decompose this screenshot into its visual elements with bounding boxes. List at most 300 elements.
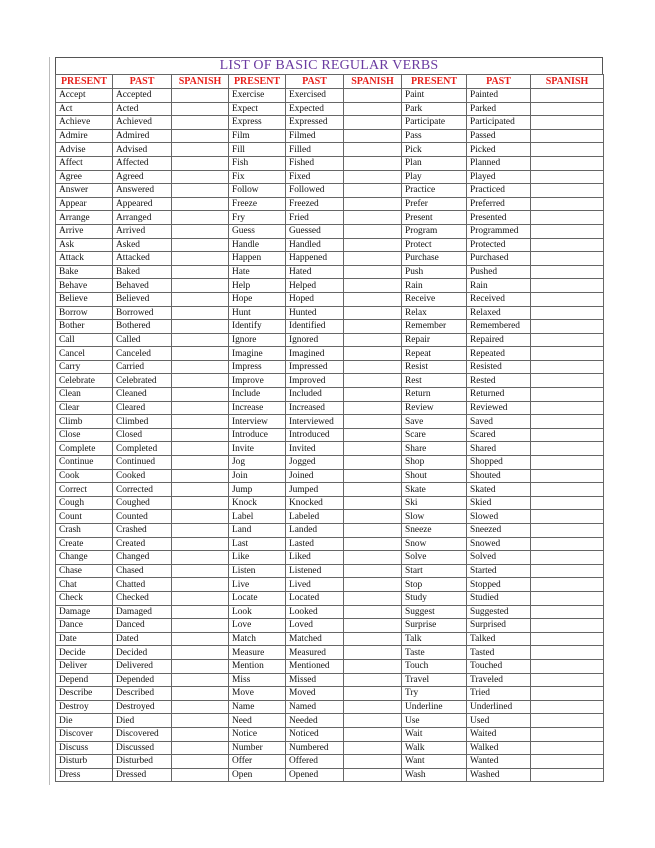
spanish-cell[interactable] [172,469,229,483]
spanish-cell[interactable] [344,156,402,170]
verb-past-cell: Filled [286,143,344,157]
spanish-cell[interactable] [344,428,402,442]
spanish-cell[interactable] [344,483,402,497]
spanish-cell[interactable] [531,496,604,510]
spanish-cell[interactable] [531,591,604,605]
spanish-cell[interactable] [172,551,229,565]
table-row [56,741,604,755]
verb-past-cell: Stopped [467,578,531,592]
spanish-cell[interactable] [172,184,229,198]
verb-past-cell: Waited [467,727,531,741]
spanish-cell[interactable] [344,170,402,184]
verb-present-cell: Describe [56,687,113,701]
verb-present-cell: Wait [402,727,467,741]
spanish-cell[interactable] [172,591,229,605]
spanish-cell[interactable] [531,510,604,524]
spanish-cell[interactable] [172,306,229,320]
verb-past-cell: Offered [286,755,344,769]
spanish-cell[interactable] [172,442,229,456]
verb-present-cell: Open [229,768,286,782]
verb-past-cell: Appeared [113,197,172,211]
spanish-cell[interactable] [344,388,402,402]
verb-past-cell: Liked [286,551,344,565]
spanish-cell[interactable] [531,333,604,347]
verb-present-cell: Identify [229,320,286,334]
verb-past-cell: Ignored [286,333,344,347]
verb-present-cell: Paint [402,89,467,103]
spanish-cell[interactable] [531,143,604,157]
verb-past-cell: Dated [113,632,172,646]
verb-present-cell: Improve [229,374,286,388]
spanish-cell[interactable] [172,347,229,361]
spanish-cell[interactable] [531,415,604,429]
verb-present-cell: Suggest [402,605,467,619]
spanish-cell[interactable] [172,143,229,157]
verb-present-cell: Discover [56,727,113,741]
verb-present-cell: Live [229,578,286,592]
verb-present-cell: Expect [229,102,286,116]
table-row [56,687,604,701]
spanish-cell[interactable] [344,401,402,415]
verb-past-cell: Jogged [286,456,344,470]
verb-present-cell: Rest [402,374,467,388]
spanish-cell[interactable] [344,279,402,293]
spanish-cell[interactable] [344,524,402,538]
spanish-cell[interactable] [172,687,229,701]
spanish-cell[interactable] [172,714,229,728]
verb-present-cell: Disturb [56,755,113,769]
verb-past-cell: Relaxed [467,306,531,320]
verb-past-cell: Cooked [113,469,172,483]
verb-past-cell: Listened [286,564,344,578]
header-spanish-3: SPANISH [531,75,604,89]
spanish-cell[interactable] [344,632,402,646]
verb-past-cell: Believed [113,292,172,306]
verb-present-cell: Pass [402,129,467,143]
verb-present-cell: Call [56,333,113,347]
spanish-cell[interactable] [531,469,604,483]
verb-past-cell: Rain [467,279,531,293]
verb-present-cell: Hope [229,292,286,306]
spanish-cell[interactable] [344,768,402,782]
table-row [56,564,604,578]
spanish-cell[interactable] [344,537,402,551]
verb-present-cell: Protect [402,238,467,252]
spanish-cell[interactable] [531,170,604,184]
verb-past-cell: Walked [467,741,531,755]
spanish-cell[interactable] [172,374,229,388]
spanish-cell[interactable] [531,632,604,646]
verb-present-cell: Include [229,388,286,402]
spanish-cell[interactable] [172,292,229,306]
spanish-cell[interactable] [172,156,229,170]
spanish-cell[interactable] [172,252,229,266]
spanish-cell[interactable] [531,401,604,415]
spanish-cell[interactable] [344,564,402,578]
spanish-cell[interactable] [172,578,229,592]
spanish-cell[interactable] [344,646,402,660]
spanish-cell[interactable] [172,605,229,619]
verb-past-cell: Moved [286,687,344,701]
spanish-cell[interactable] [344,265,402,279]
spanish-cell[interactable] [172,659,229,673]
spanish-cell[interactable] [172,224,229,238]
table-row [56,279,604,293]
verb-present-cell: Change [56,551,113,565]
verb-present-cell: Hunt [229,306,286,320]
verb-present-cell: Create [56,537,113,551]
table-row [56,265,604,279]
spanish-cell[interactable] [172,755,229,769]
verb-present-cell: Miss [229,673,286,687]
table-row [56,442,604,456]
spanish-cell[interactable] [344,252,402,266]
header-present-1: PRESENT [56,75,113,89]
spanish-cell[interactable] [531,320,604,334]
verb-present-cell: Continue [56,456,113,470]
spanish-cell[interactable] [531,89,604,103]
verb-present-cell: Travel [402,673,467,687]
spanish-cell[interactable] [344,184,402,198]
verb-present-cell: Behave [56,279,113,293]
spanish-cell[interactable] [344,89,402,103]
spanish-cell[interactable] [344,333,402,347]
spanish-cell[interactable] [531,768,604,782]
verb-past-cell: Celebrated [113,374,172,388]
spanish-cell[interactable] [531,442,604,456]
spanish-cell[interactable] [172,727,229,741]
verb-present-cell: Look [229,605,286,619]
table-row [56,401,604,415]
verb-present-cell: Deliver [56,659,113,673]
verb-present-cell: Repeat [402,347,467,361]
verb-present-cell: Guess [229,224,286,238]
spanish-cell[interactable] [172,89,229,103]
spanish-cell[interactable] [344,442,402,456]
verb-past-cell: Preferred [467,197,531,211]
spanish-cell[interactable] [531,578,604,592]
verb-past-cell: Hated [286,265,344,279]
spanish-cell[interactable] [531,537,604,551]
verb-past-cell: Destroyed [113,700,172,714]
table-row [56,388,604,402]
verb-past-cell: Wanted [467,755,531,769]
verb-present-cell: Fill [229,143,286,157]
header-past-3: PAST [467,75,531,89]
spanish-cell[interactable] [344,578,402,592]
table-row [56,211,604,225]
spanish-cell[interactable] [531,687,604,701]
verb-present-cell: Borrow [56,306,113,320]
spanish-cell[interactable] [344,673,402,687]
spanish-cell[interactable] [344,360,402,374]
spanish-cell[interactable] [172,170,229,184]
spanish-cell[interactable] [531,673,604,687]
spanish-cell[interactable] [344,755,402,769]
verb-past-cell: Skated [467,483,531,497]
verb-past-cell: Followed [286,184,344,198]
verb-present-cell: Shop [402,456,467,470]
spanish-cell[interactable] [344,347,402,361]
verb-past-cell: Danced [113,619,172,633]
verb-past-cell: Exercised [286,89,344,103]
spanish-cell[interactable] [531,564,604,578]
spanish-cell[interactable] [172,415,229,429]
verb-present-cell: Touch [402,659,467,673]
table-row [56,510,604,524]
verb-present-cell: Save [402,415,467,429]
table-row [56,333,604,347]
spanish-cell[interactable] [531,156,604,170]
spanish-cell[interactable] [172,238,229,252]
spanish-cell[interactable] [531,755,604,769]
spanish-cell[interactable] [344,320,402,334]
table-row [56,768,604,782]
spanish-cell[interactable] [531,524,604,538]
verb-past-cell: Shopped [467,456,531,470]
verb-past-cell: Chatted [113,578,172,592]
verb-past-cell: Expressed [286,116,344,130]
spanish-cell[interactable] [172,211,229,225]
verb-past-cell: Scared [467,428,531,442]
spanish-cell[interactable] [172,768,229,782]
verb-present-cell: Last [229,537,286,551]
spanish-cell[interactable] [531,238,604,252]
spanish-cell[interactable] [531,428,604,442]
verb-present-cell: Arrive [56,224,113,238]
spanish-cell[interactable] [531,279,604,293]
spanish-cell[interactable] [344,238,402,252]
spanish-cell[interactable] [172,700,229,714]
verb-present-cell: Review [402,401,467,415]
verb-past-cell: Helped [286,279,344,293]
verb-present-cell: Prefer [402,197,467,211]
spanish-cell[interactable] [344,496,402,510]
verb-past-cell: Hoped [286,292,344,306]
table-row [56,537,604,551]
spanish-cell[interactable] [172,129,229,143]
spanish-cell[interactable] [172,619,229,633]
verb-present-cell: Affect [56,156,113,170]
spanish-cell[interactable] [344,143,402,157]
spanish-cell[interactable] [531,741,604,755]
spanish-cell[interactable] [531,292,604,306]
verb-past-cell: Achieved [113,116,172,130]
spanish-cell[interactable] [172,388,229,402]
spanish-cell[interactable] [531,605,604,619]
spanish-cell[interactable] [172,524,229,538]
verb-past-cell: Admired [113,129,172,143]
verb-past-cell: Died [113,714,172,728]
spanish-cell[interactable] [531,116,604,130]
spanish-cell[interactable] [531,646,604,660]
spanish-cell[interactable] [172,102,229,116]
verb-present-cell: Express [229,116,286,130]
verb-past-cell: Called [113,333,172,347]
spanish-cell[interactable] [531,659,604,673]
spanish-cell[interactable] [344,687,402,701]
spanish-cell[interactable] [344,197,402,211]
spanish-cell[interactable] [172,456,229,470]
verb-past-cell: Suggested [467,605,531,619]
verb-present-cell: Love [229,619,286,633]
spanish-cell[interactable] [344,116,402,130]
table-row [56,428,604,442]
spanish-cell[interactable] [172,632,229,646]
verb-past-cell: Played [467,170,531,184]
verb-present-cell: Taste [402,646,467,660]
verb-present-cell: Attack [56,252,113,266]
spanish-cell[interactable] [531,184,604,198]
spanish-cell[interactable] [531,483,604,497]
spanish-cell[interactable] [531,129,604,143]
spanish-cell[interactable] [531,700,604,714]
verb-past-cell: Traveled [467,673,531,687]
spanish-cell[interactable] [344,510,402,524]
verb-past-cell: Completed [113,442,172,456]
spanish-cell[interactable] [172,428,229,442]
spanish-cell[interactable] [531,265,604,279]
spanish-cell[interactable] [172,564,229,578]
spanish-cell[interactable] [172,279,229,293]
spanish-cell[interactable] [172,741,229,755]
spanish-cell[interactable] [531,360,604,374]
spanish-cell[interactable] [172,320,229,334]
verb-present-cell: Surprise [402,619,467,633]
spanish-cell[interactable] [172,646,229,660]
spanish-cell[interactable] [344,700,402,714]
spanish-cell[interactable] [172,483,229,497]
spanish-cell[interactable] [172,537,229,551]
spanish-cell[interactable] [172,673,229,687]
verb-present-cell: Believe [56,292,113,306]
verb-past-cell: Jumped [286,483,344,497]
verb-present-cell: Wash [402,768,467,782]
header-present-3: PRESENT [402,75,467,89]
spanish-cell[interactable] [172,510,229,524]
verb-past-cell: Solved [467,551,531,565]
verb-present-cell: Talk [402,632,467,646]
verb-past-cell: Bothered [113,320,172,334]
spanish-cell[interactable] [344,619,402,633]
spanish-cell[interactable] [531,551,604,565]
spanish-cell[interactable] [344,306,402,320]
spanish-cell[interactable] [172,360,229,374]
table-row [56,469,604,483]
spanish-cell[interactable] [344,469,402,483]
verb-present-cell: Ski [402,496,467,510]
spanish-cell[interactable] [172,333,229,347]
verb-past-cell: Filmed [286,129,344,143]
verb-present-cell: Depend [56,673,113,687]
spanish-cell[interactable] [172,496,229,510]
spanish-cell[interactable] [531,102,604,116]
table-row [56,116,604,130]
table-row [56,415,604,429]
verb-present-cell: Destroy [56,700,113,714]
spanish-cell[interactable] [344,714,402,728]
spanish-cell[interactable] [344,102,402,116]
verb-present-cell: Fry [229,211,286,225]
spanish-cell[interactable] [531,619,604,633]
verb-present-cell: Walk [402,741,467,755]
spanish-cell[interactable] [531,252,604,266]
spanish-cell[interactable] [344,591,402,605]
spanish-cell[interactable] [531,211,604,225]
verb-past-cell: Identified [286,320,344,334]
spanish-cell[interactable] [531,197,604,211]
table-row [56,156,604,170]
verb-present-cell: Receive [402,292,467,306]
verb-past-cell: Picked [467,143,531,157]
verb-past-cell: Saved [467,415,531,429]
spanish-cell[interactable] [172,401,229,415]
verb-past-cell: Damaged [113,605,172,619]
spanish-cell[interactable] [344,292,402,306]
spanish-cell[interactable] [344,211,402,225]
spanish-cell[interactable] [344,551,402,565]
spanish-cell[interactable] [531,388,604,402]
verb-past-cell: Pushed [467,265,531,279]
verb-present-cell: Invite [229,442,286,456]
verb-past-cell: Landed [286,524,344,538]
table-row [56,374,604,388]
verb-past-cell: Lasted [286,537,344,551]
spanish-cell[interactable] [344,659,402,673]
spanish-cell[interactable] [344,741,402,755]
verb-past-cell: Coughed [113,496,172,510]
verb-present-cell: Appear [56,197,113,211]
table-row [56,551,604,565]
spanish-cell[interactable] [344,415,402,429]
spanish-cell[interactable] [531,347,604,361]
spanish-cell[interactable] [344,129,402,143]
spanish-cell[interactable] [344,224,402,238]
spanish-cell[interactable] [344,456,402,470]
verb-present-cell: Cough [56,496,113,510]
spanish-cell[interactable] [531,727,604,741]
spanish-cell[interactable] [172,265,229,279]
verb-past-cell: Slowed [467,510,531,524]
spanish-cell[interactable] [531,306,604,320]
spanish-cell[interactable] [531,374,604,388]
spanish-cell[interactable] [172,116,229,130]
verb-present-cell: Measure [229,646,286,660]
verb-present-cell: Shout [402,469,467,483]
verb-past-cell: Looked [286,605,344,619]
verb-past-cell: Cleaned [113,388,172,402]
verb-past-cell: Answered [113,184,172,198]
header-spanish-2: SPANISH [344,75,402,89]
spanish-cell[interactable] [344,605,402,619]
header-present-2: PRESENT [229,75,286,89]
spanish-cell[interactable] [531,456,604,470]
verb-past-cell: Decided [113,646,172,660]
verb-past-cell: Lived [286,578,344,592]
verb-past-cell: Noticed [286,727,344,741]
verb-present-cell: Bake [56,265,113,279]
verb-present-cell: Jog [229,456,286,470]
spanish-cell[interactable] [344,727,402,741]
verb-past-cell: Arrived [113,224,172,238]
spanish-cell[interactable] [344,374,402,388]
verb-past-cell: Affected [113,156,172,170]
table-row [56,591,604,605]
spanish-cell[interactable] [531,714,604,728]
spanish-cell[interactable] [531,224,604,238]
verb-past-cell: Remembered [467,320,531,334]
spanish-cell[interactable] [172,197,229,211]
